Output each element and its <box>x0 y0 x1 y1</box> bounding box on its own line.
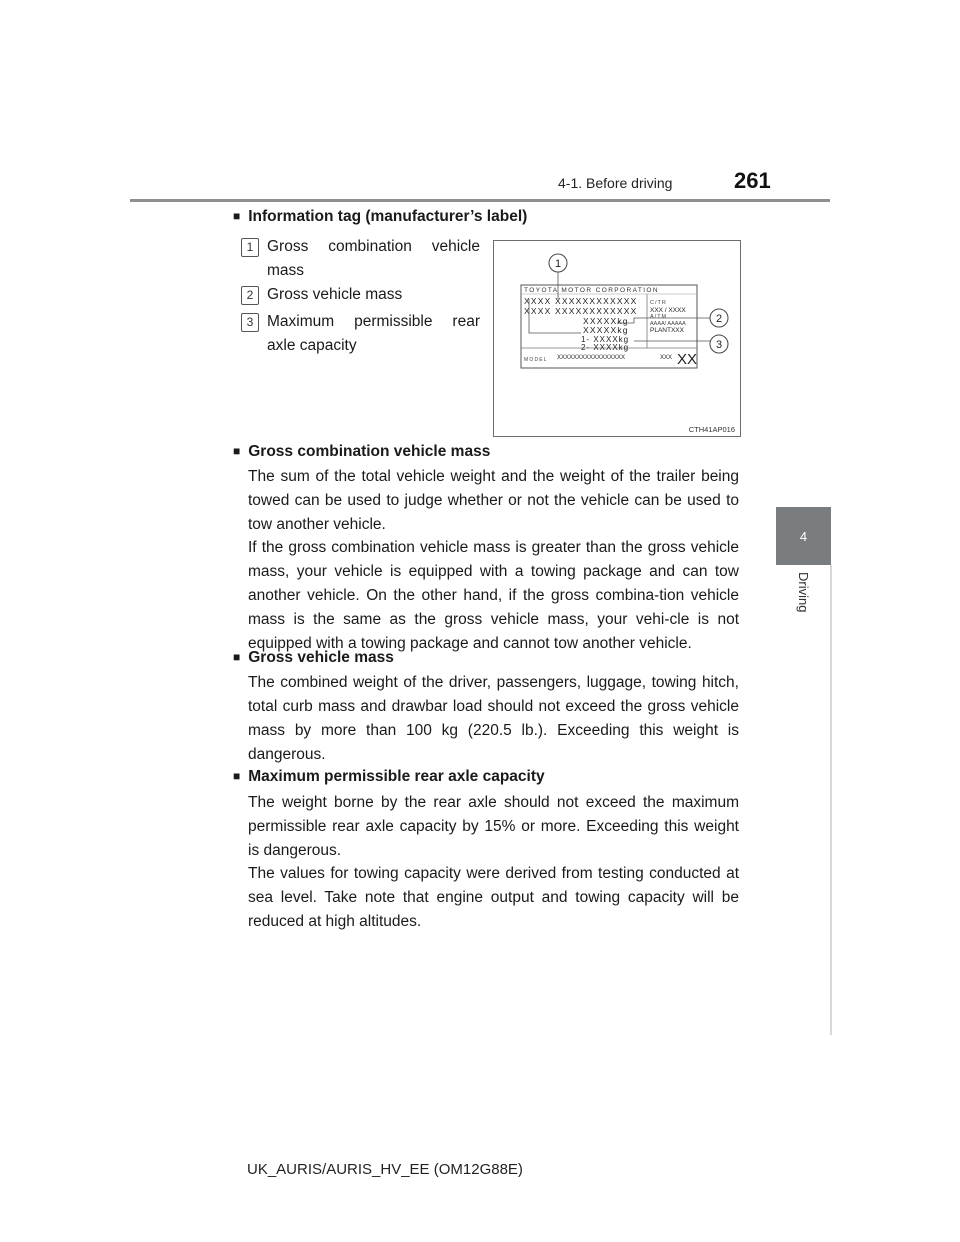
label-model-value: XXXXXXXXXXXXXXXXX <box>557 355 626 361</box>
chapter-number: 4 <box>799 528 808 544</box>
callout-number-3: 3 <box>241 313 259 332</box>
chapter-title: Driving <box>796 572 811 613</box>
mpra-paragraph-1: The weight borne by the rear axle should not exceed the maximum permissible rear axle capacity by 15% or more. Exceeding this weight is dangerous. <box>248 794 739 859</box>
callout-text-3: Maximum permissible rear axle capacity <box>267 313 480 354</box>
label-weight-1: XXXXXkg <box>583 316 629 326</box>
figure-callout-2: 2 <box>715 313 723 325</box>
figure-callout-1: 1 <box>554 258 562 270</box>
label-model-suffix: XXX <box>660 355 673 361</box>
label-ctr-label: C/TR <box>650 300 667 306</box>
label-axle-1: 1- XXXXkg <box>581 335 630 344</box>
label-atm-label: A/TM <box>650 314 668 320</box>
callout-number-2: 2 <box>241 286 259 305</box>
footer-model-code: UK_AURIS/AURIS_HV_EE (OM12G88E) <box>247 1161 523 1178</box>
mpra-heading-text: Maximum permissible rear axle capacity <box>248 768 545 785</box>
figure-caption-code: CTH41AP016 <box>688 425 735 434</box>
side-divider <box>830 565 832 1035</box>
label-model-big: XX <box>677 351 698 368</box>
label-illustration <box>494 241 740 436</box>
label-code-line-2: XXXX XXXXXXXXXXXX <box>524 306 638 316</box>
label-axle-2: 2- XXXXkg <box>581 343 630 352</box>
label-weight-2: XXXXXkg <box>583 325 629 335</box>
label-plant-code: AAAA/ AAAAA <box>650 321 686 327</box>
gvm-paragraph-1: The combined weight of the driver, passengers, luggage, towing hitch, total curb mass and drawbar load should not exceed the gross vehicle mass by more than 100 kg (220.5 lb.). Exceeding this weight is dangerous. <box>248 674 739 763</box>
callout-text-1: Gross combination vehicle mass <box>267 238 480 279</box>
bullet-square-icon: ■ <box>233 769 241 783</box>
header-divider <box>130 199 830 202</box>
callout-text-2: Gross vehicle mass <box>267 286 403 303</box>
bullet-square-icon: ■ <box>233 650 241 664</box>
mpra-paragraph-2: The values for towing capacity were derived from testing conducted at sea level. Take note that engine output and towing capacity will be reduced at high altitudes. <box>248 865 739 930</box>
gvm-heading-text: Gross vehicle mass <box>248 649 394 666</box>
info-tag-heading <box>233 208 527 226</box>
gcvm-heading-text: Gross combination vehicle mass <box>248 443 491 460</box>
label-plant-value: PLANTXXX <box>650 327 684 334</box>
callout-number-1: 1 <box>241 238 259 257</box>
chapter-tab <box>776 507 831 565</box>
gcvm-paragraph-2: If the gross combination vehicle mass is greater than the gross vehicle mass, your vehicle is equipped with a towing package and can tow another vehicle. On the other hand, if the gross combina-tion vehicle mass is the same as the gross vehicle mass, your vehi-cle is not equipped with a towing package and cannot tow another vehicle. <box>248 539 739 652</box>
gcvm-heading <box>233 443 490 461</box>
label-code-line-1: XXXX XXXXXXXXXXXX <box>524 296 638 306</box>
header-section-title: 4-1. Before driving <box>558 175 673 191</box>
label-ctr-value: XXX / XXXX <box>650 307 686 314</box>
bullet-square-icon: ■ <box>233 209 241 223</box>
gcvm-paragraph-1: The sum of the total vehicle weight and the weight of the trailer being towed can be used to judge whether or not the vehicle can be used to tow another vehicle. <box>248 468 739 533</box>
label-model-label: MODEL <box>524 357 548 363</box>
gvm-heading <box>233 649 394 667</box>
figure-callout-3: 3 <box>715 339 723 351</box>
label-header-text: TOYOTA MOTOR CORPORATION <box>524 287 659 294</box>
bullet-square-icon: ■ <box>233 444 241 458</box>
page-number: 261 <box>734 168 771 193</box>
info-tag-heading-text: Information tag (manufacturer’s label) <box>248 208 528 225</box>
label-figure <box>493 240 741 437</box>
mpra-heading <box>233 768 545 786</box>
